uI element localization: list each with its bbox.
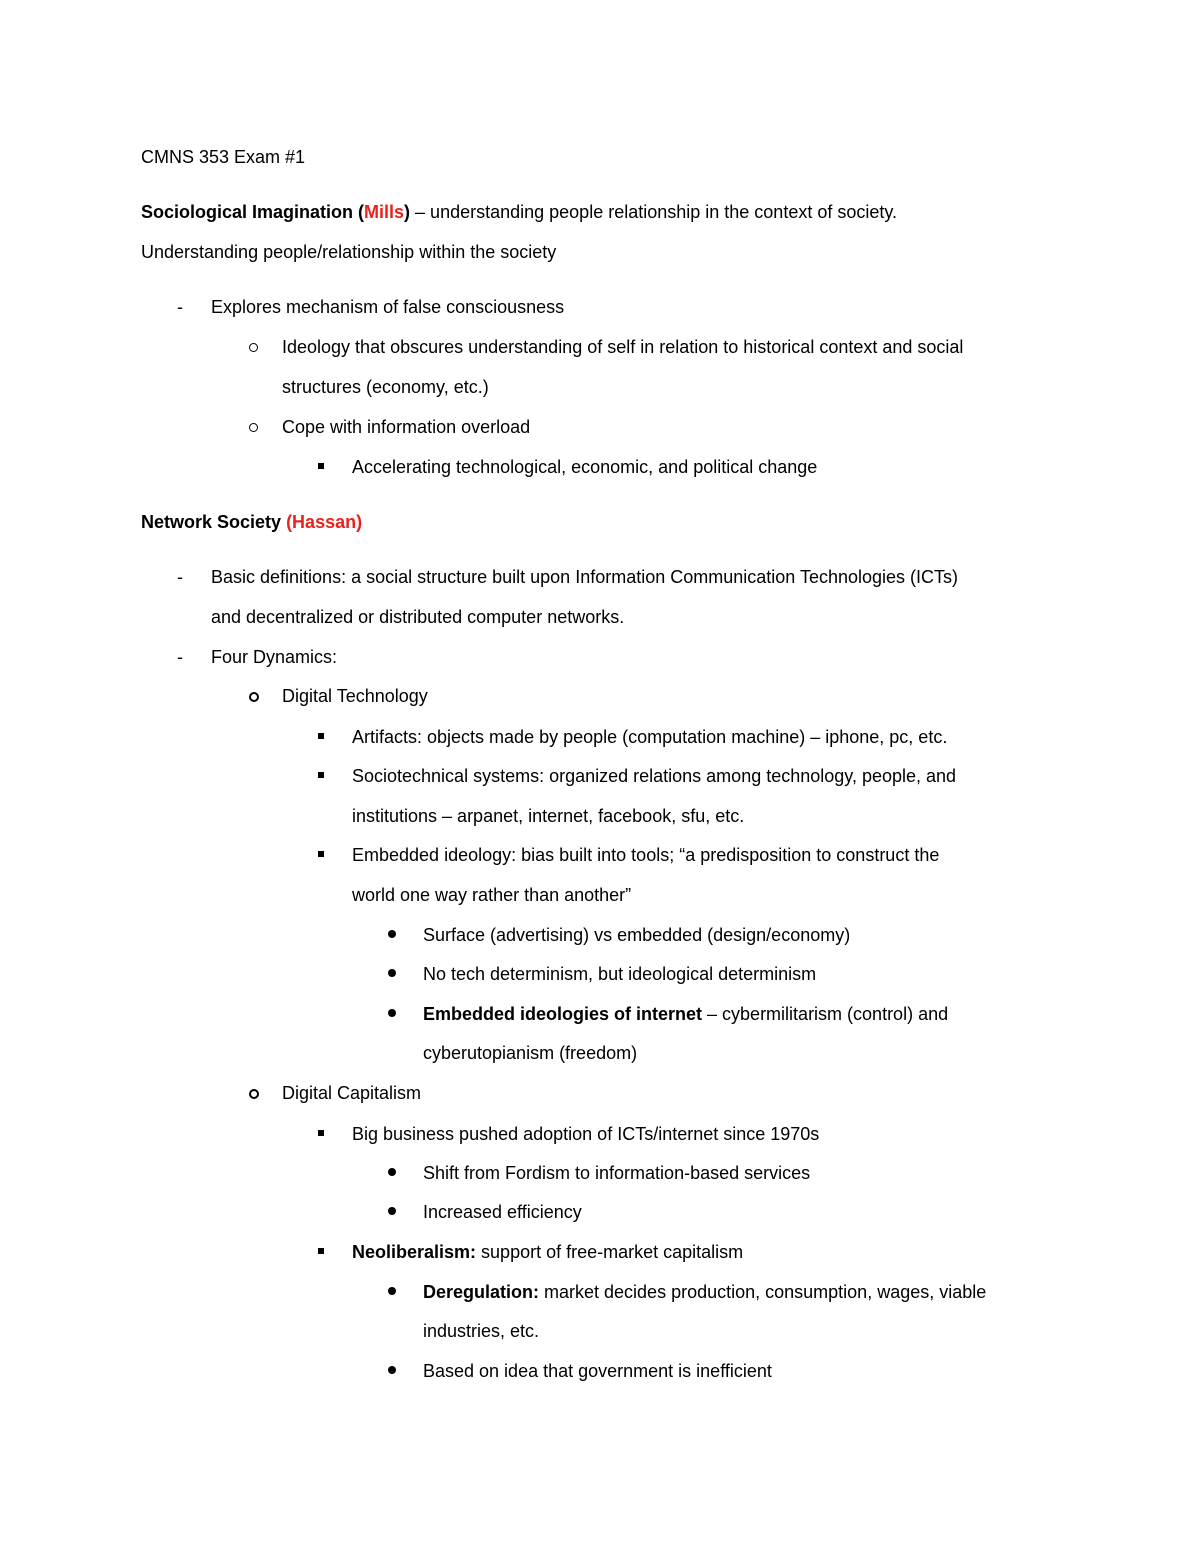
square-bullet-icon xyxy=(318,463,324,469)
list-item-continuation: world one way rather than another” xyxy=(352,885,632,905)
list-item: Shift from Fordism to information-based services xyxy=(423,1163,811,1183)
list-item: Cope with information overload xyxy=(282,417,531,437)
bold-term: Deregulation: xyxy=(423,1282,540,1302)
circle-bullet-icon xyxy=(249,692,259,702)
list-item: Explores mechanism of false consciousness xyxy=(211,297,565,317)
list-item xyxy=(423,1003,948,1025)
circle-bullet-icon xyxy=(249,1089,259,1099)
list-item: Digital Technology xyxy=(282,686,428,706)
list-item-continuation: industries, etc. xyxy=(423,1321,540,1341)
bold-term: Neoliberalism: xyxy=(352,1242,477,1262)
dot-bullet-icon xyxy=(388,969,396,977)
list-item-continuation: institutions – arpanet, internet, facebook, sfu, etc. xyxy=(352,806,745,826)
definition-continuation: Understanding people/relationship within the society xyxy=(141,242,557,262)
heading-definition: – understanding people relationship in the context of society. xyxy=(410,202,898,222)
list-item: Embedded ideology: bias built into tools; “a predisposition to construct the xyxy=(352,845,940,865)
network-society-heading xyxy=(141,511,362,533)
list-item xyxy=(352,1241,743,1263)
dot-bullet-icon xyxy=(388,1207,396,1215)
list-item: Surface (advertising) vs embedded (design/economy) xyxy=(423,925,851,945)
heading-text: Network Society xyxy=(141,512,282,532)
list-item: Ideology that obscures understanding of self in relation to historical context and social xyxy=(282,337,964,357)
sociological-imagination-heading xyxy=(141,201,897,223)
term-description: market decides production, consumption, wages, viable xyxy=(539,1282,987,1302)
square-bullet-icon xyxy=(318,1130,324,1136)
list-item xyxy=(423,1281,986,1303)
list-item: Increased efficiency xyxy=(423,1202,582,1222)
list-item: Digital Capitalism xyxy=(282,1083,422,1103)
heading-text: Sociological Imagination ( xyxy=(141,202,365,222)
dot-bullet-icon xyxy=(388,1009,396,1017)
square-bullet-icon xyxy=(318,1248,324,1254)
square-bullet-icon xyxy=(318,733,324,739)
list-item: Sociotechnical systems: organized relations among technology, people, and xyxy=(352,766,957,786)
dash-bullet-icon: - xyxy=(177,647,183,667)
dot-bullet-icon xyxy=(388,1366,396,1374)
dash-bullet-icon: - xyxy=(177,567,183,587)
dash-bullet-icon: - xyxy=(177,297,183,317)
list-item: Big business pushed adoption of ICTs/internet since 1970s xyxy=(352,1124,820,1144)
dot-bullet-icon xyxy=(388,1168,396,1176)
square-bullet-icon xyxy=(318,851,324,857)
dot-bullet-icon xyxy=(388,930,396,938)
circle-bullet-icon xyxy=(249,343,258,352)
list-item-continuation: cyberutopianism (freedom) xyxy=(423,1043,638,1063)
author-hassan: (Hassan) xyxy=(286,512,363,532)
term-description: support of free-market capitalism xyxy=(476,1242,744,1262)
bold-term: Embedded ideologies of internet xyxy=(423,1004,703,1024)
list-item-continuation: and decentralized or distributed computer networks. xyxy=(211,607,625,627)
term-description: – cybermilitarism (control) and xyxy=(702,1004,949,1024)
list-item: Artifacts: objects made by people (computation machine) – iphone, pc, etc. xyxy=(352,727,948,747)
list-item: Accelerating technological, economic, and political change xyxy=(352,457,818,477)
list-item: No tech determinism, but ideological determinism xyxy=(423,964,817,984)
list-item: Four Dynamics: xyxy=(211,647,338,667)
list-item-continuation: structures (economy, etc.) xyxy=(282,377,489,397)
dot-bullet-icon xyxy=(388,1287,396,1295)
heading-close: ) xyxy=(404,202,411,222)
square-bullet-icon xyxy=(318,772,324,778)
list-item: Based on idea that government is inefficient xyxy=(423,1361,772,1381)
author-mills: Mills xyxy=(364,202,405,222)
circle-bullet-icon xyxy=(249,423,258,432)
list-item: Basic definitions: a social structure built upon Information Communication Technologies (ICTs) xyxy=(211,567,959,587)
document-title: CMNS 353 Exam #1 xyxy=(141,147,306,167)
